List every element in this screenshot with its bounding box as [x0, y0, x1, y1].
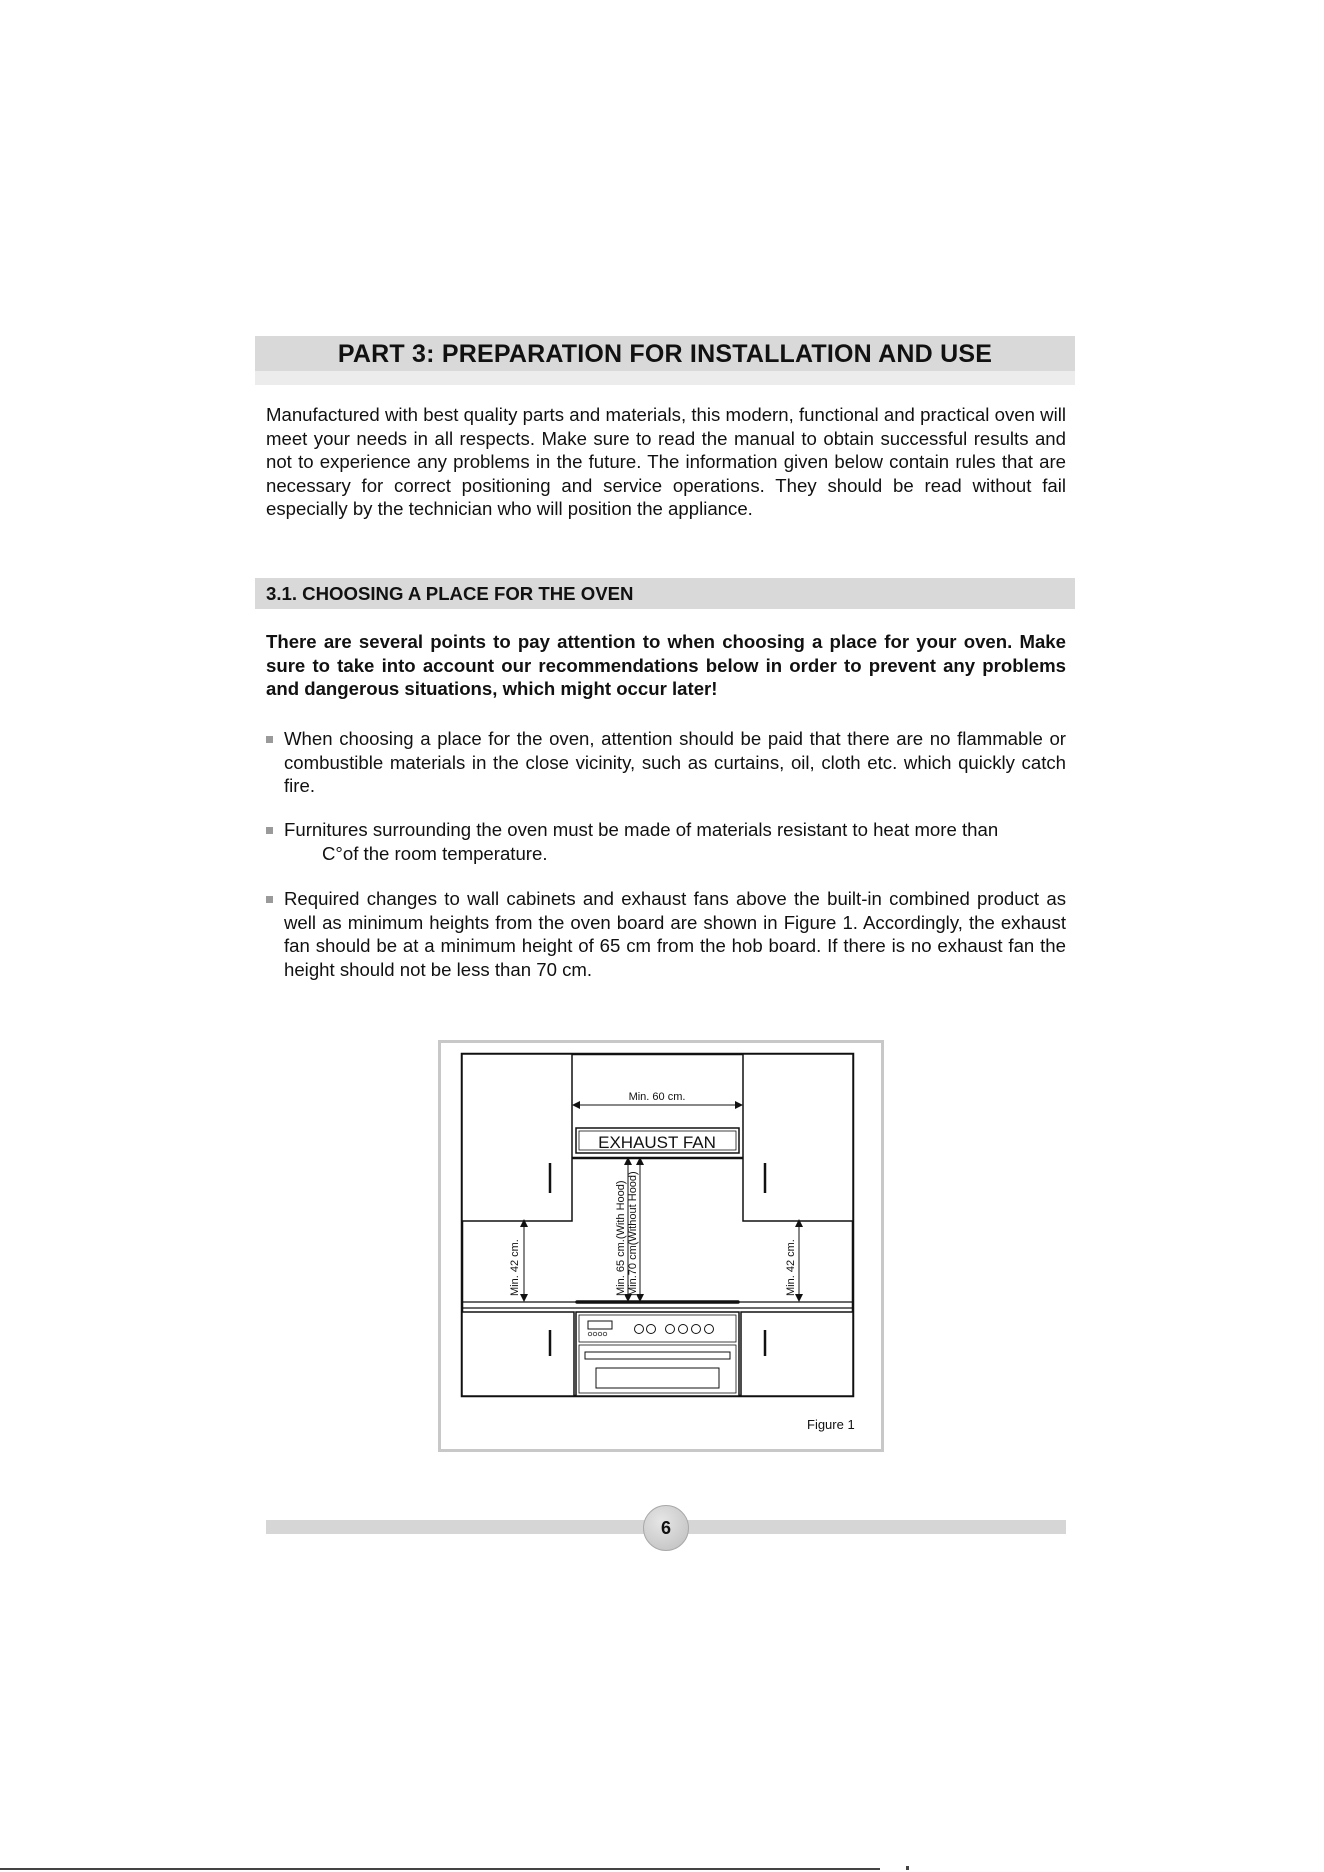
bullet-item — [266, 818, 1066, 865]
bullet-square-icon — [266, 827, 273, 834]
page-number: 6 — [643, 1505, 689, 1551]
bullet-text: When choosing a place for the oven, attention should be paid that there are no flammable or combustible materials in the close vicinity, such as curtains, oil, cloth etc. which quickly catch fire. — [284, 728, 1066, 796]
bullet-text-continued: C°of the room temperature. — [322, 842, 548, 864]
footer-bar-left — [266, 1520, 646, 1534]
kitchen-installation-diagram — [438, 1040, 884, 1452]
section-lead: There are several points to pay attention to when choosing a place for your oven. Make sure to take into account our recommendations below in order to prevent any problems and dangerous situations, which might occur later! — [266, 631, 1066, 699]
intro-paragraph: Manufactured with best quality parts and materials, this modern, functional and practical oven will meet your needs in all respects. Make sure to read the manual to obtain successful results and not to experience any problems in the future. The information given below contain rules that are necessary for correct positioning and service operations. They should be read without fail especially by the technician who will position the appliance. — [266, 404, 1066, 519]
bullet-item — [266, 727, 1066, 798]
footer-bar-right — [686, 1520, 1066, 1534]
part-title: PART 3: PREPARATION FOR INSTALLATION AND USE — [337, 340, 993, 368]
section-title: 3.1. CHOOSING A PLACE FOR THE OVEN — [266, 583, 634, 604]
width-label: Min. 60 cm. — [628, 1091, 686, 1103]
bullet-square-icon — [266, 896, 273, 903]
bottom-tick — [906, 1866, 909, 1870]
left-height-label: Min. 42 cm. — [509, 1239, 521, 1296]
bullet-text-container — [284, 818, 1066, 865]
no-hood-height-label: Min.70 cm(Without Hood) — [627, 1171, 639, 1296]
bullet-text: Required changes to wall cabinets and exhaust fans above the built-in combined product as well as minimum heights from the oven board are shown in Figure 1. Accordingly, the exhaust fan should be at a minimum height of 65 cm from the hob board. If there is no exhaust fan the height should not be less than 70 cm. — [284, 888, 1066, 980]
figure-caption: Figure 1 — [807, 1417, 855, 1432]
part-header-stripe — [255, 371, 1075, 385]
bullet-item — [266, 887, 1066, 981]
upper-right-cabinet — [743, 1054, 853, 1221]
lower-right-cabinet — [741, 1312, 853, 1396]
lower-left-cabinet — [462, 1312, 574, 1396]
right-height-label: Min. 42 cm. — [785, 1239, 797, 1296]
upper-left-cabinet — [462, 1054, 572, 1221]
bullet-text: Furnitures surrounding the oven must be made of materials resistant to heat more than — [284, 819, 999, 840]
oven-body — [576, 1312, 739, 1396]
bullet-square-icon — [266, 736, 273, 743]
hood-height-label: Min. 65 cm.(With Hood) — [615, 1180, 627, 1296]
bottom-rule — [0, 1868, 880, 1870]
exhaust-fan-label: EXHAUST FAN — [598, 1133, 716, 1152]
